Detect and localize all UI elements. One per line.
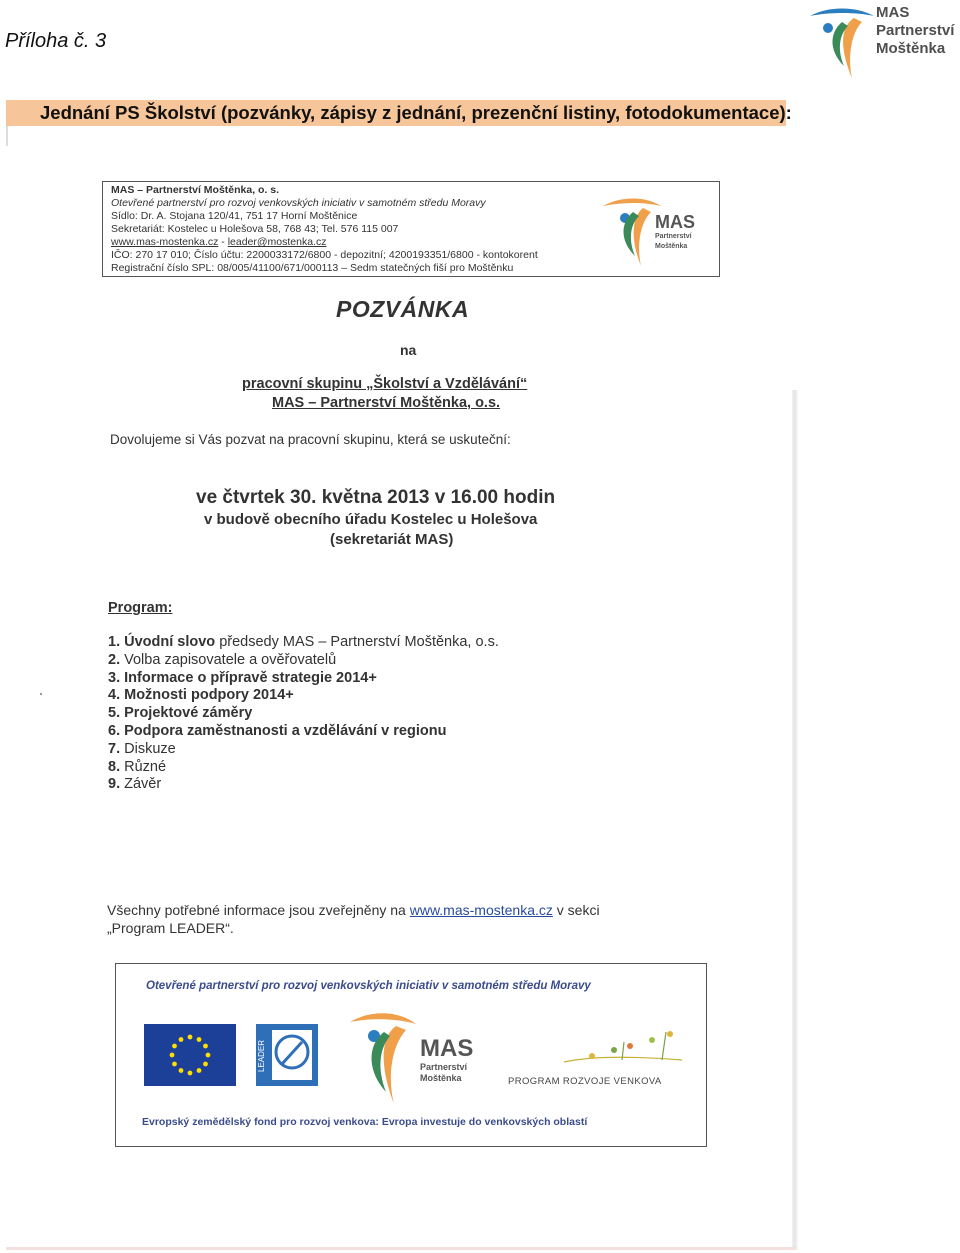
eu-flag-icon bbox=[144, 1024, 236, 1086]
program-item: 1. Úvodní slovo předsedy MAS – Partnerství Moštěnka, o.s. bbox=[108, 634, 499, 650]
letterhead-slogan: Otevřené partnerství pro rozvoj venkovských iniciativ v samotném středu Moravy bbox=[111, 197, 486, 209]
letterhead-office: Sekretariát: Kostelec u Holešova 58, 768 43; Tel. 576 115 007 bbox=[111, 223, 399, 235]
scan-speck bbox=[40, 693, 42, 695]
mas-swoosh-icon bbox=[808, 4, 878, 80]
program-item: 4. Možnosti podpory 2014+ bbox=[108, 687, 294, 704]
website-link[interactable]: www.mas-mostenka.cz bbox=[409, 902, 553, 918]
info-line2: „Program LEADER“. bbox=[107, 920, 234, 936]
letterhead-separator: - bbox=[218, 236, 228, 248]
program-item: 7. Diskuze bbox=[108, 740, 176, 757]
invitation-na: na bbox=[400, 342, 417, 358]
mas-swoosh-icon bbox=[603, 192, 663, 268]
attachment-label: Příloha č. 3 bbox=[5, 30, 107, 52]
letterhead-logo-mas: MAS bbox=[655, 212, 695, 232]
invitation-intro: Dovolujeme si Vás pozvat na pracovní skupinu, která se uskuteční: bbox=[110, 432, 511, 447]
rural-program-icon bbox=[562, 1026, 686, 1070]
meeting-date: ve čtvrtek 30. května 2013 v 16.00 hodin bbox=[196, 487, 556, 508]
mas-logo bbox=[808, 4, 958, 80]
program-item: 3. Informace o přípravě strategie 2014+ bbox=[108, 669, 377, 686]
letterhead-registry: Registrační číslo SPL: 08/005/41100/671/000113 – Sedm statečných fiší pro Moštěnku bbox=[111, 262, 514, 274]
scan-edge bbox=[792, 390, 798, 1250]
working-group-line2: MAS – Partnerství Moštěnka, o.s. bbox=[272, 395, 501, 411]
footer-slogan: Otevřené partnerství pro rozvoj venkovských iniciativ v samotném středu Moravy bbox=[146, 980, 591, 992]
program-heading: Program: bbox=[108, 600, 173, 616]
working-group-line1: pracovní skupinu „Školství a Vzdělávání“ bbox=[242, 376, 528, 392]
footer-logo-line2: Partnerství bbox=[420, 1062, 468, 1072]
letterhead-seat: Sídlo: Dr. A. Stojana 120/41, 751 17 Horní Moštěnice bbox=[111, 210, 358, 222]
footer-mas-logo bbox=[348, 1008, 488, 1108]
program-item: 8. Různé bbox=[108, 758, 167, 775]
svg-text:LEADER: LEADER bbox=[257, 1039, 266, 1072]
letterhead-contacts bbox=[111, 236, 327, 249]
footer-logo-line3: Moštěnka bbox=[420, 1073, 462, 1083]
footer-eafrd: Evropský zemědělský fond pro rozvoj venkova: Evropa investuje do venkovských oblastí bbox=[142, 1116, 588, 1128]
letterhead-org: MAS – Partnerství Moštěnka, o. s. bbox=[111, 184, 280, 196]
meeting-place: v budově obecního úřadu Kostelec u Holešova bbox=[204, 511, 538, 528]
meeting-place-detail: (sekretariát MAS) bbox=[330, 531, 454, 548]
mas-swoosh-icon bbox=[348, 1008, 418, 1108]
letterhead-ico: IČO: 270 17 010; Číslo účtu: 2200033172/6800 - depozitní; 4200193351/6800 - kontokorent bbox=[111, 249, 538, 261]
letterhead-email-link[interactable]: leader@mostenka.cz bbox=[227, 236, 327, 248]
footer-logo-mas: MAS bbox=[420, 1035, 474, 1062]
letterhead-logo-line2: Partnerství bbox=[655, 233, 692, 240]
letterhead bbox=[102, 181, 720, 277]
program-list bbox=[108, 634, 499, 794]
scan-bottom-edge bbox=[6, 1247, 796, 1250]
rural-program-label: PROGRAM ROZVOJE VENKOVA bbox=[508, 1076, 662, 1087]
letterhead-logo bbox=[603, 192, 715, 268]
program-item: 6. Podpora zaměstnanosti a vzdělávání v regionu bbox=[108, 722, 447, 739]
leader-logo-icon bbox=[256, 1024, 318, 1086]
program-item: 5. Projektové záměry bbox=[108, 705, 253, 722]
info-line1: Všechny potřebné informace jsou zveřejněny na www.mas-mostenka.cz v sekci bbox=[107, 902, 600, 918]
invitation-title: POZVÁNKA bbox=[336, 296, 470, 322]
letterhead-logo-line3: Moštěnka bbox=[655, 243, 688, 250]
divider bbox=[6, 126, 8, 146]
section-title: Jednání PS Školství (pozvánky, zápisy z jednání, prezenční listiny, fotodokumentace): bbox=[40, 102, 792, 123]
program-item: 2. Volba zapisovatele a ověřovatelů bbox=[108, 651, 337, 668]
letterhead-web-link[interactable]: www.mas-mostenka.cz bbox=[111, 236, 219, 248]
program-item: 9. Závěr bbox=[108, 776, 162, 793]
mas-logo-text: MAS Partnerství Moštěnka bbox=[876, 4, 955, 57]
footer-logos bbox=[115, 963, 707, 1147]
